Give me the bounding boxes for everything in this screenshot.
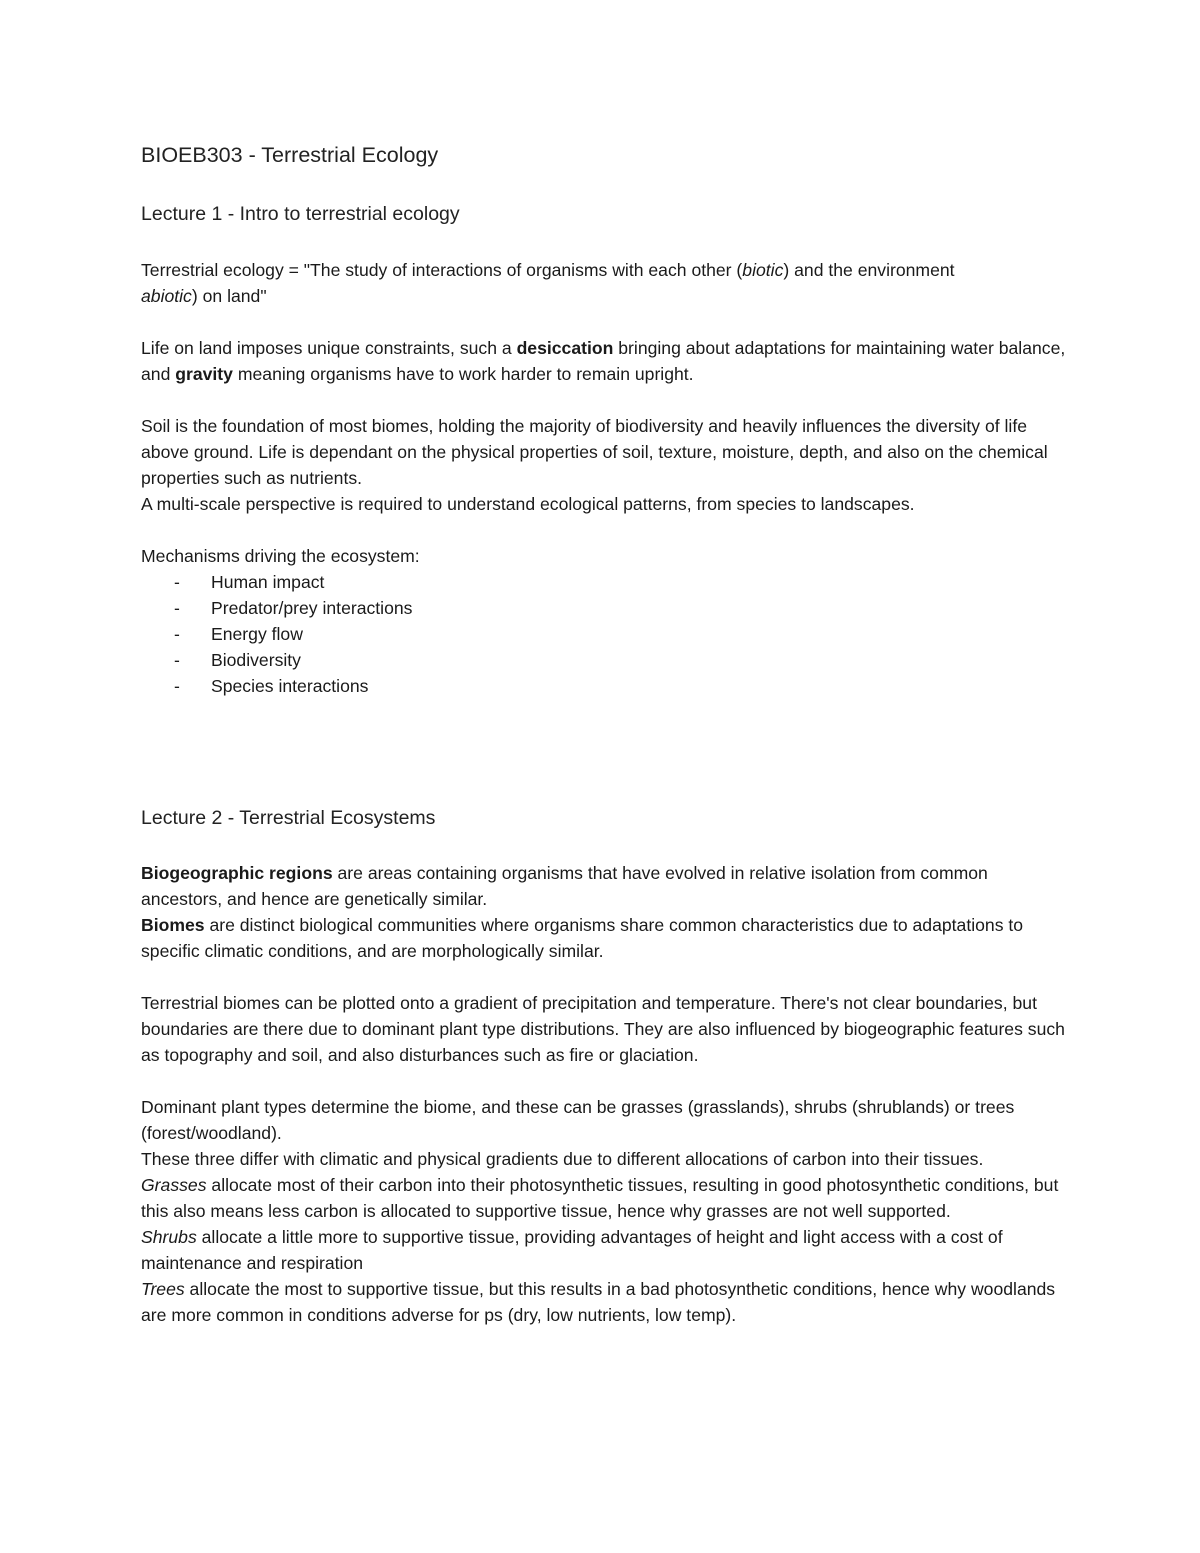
trees-paragraph xyxy=(141,1276,1066,1328)
definition-text-post: ) on land" xyxy=(191,286,267,306)
bullet-dash: - xyxy=(174,572,180,592)
differ-paragraph: These three differ with climatic and physical gradients due to different allocations of carbon into their tissues. xyxy=(141,1149,984,1169)
mechanisms-list xyxy=(141,569,1066,699)
soil-paragraph: Soil is the foundation of most biomes, holding the majority of biodiversity and heavily influences the diversity of life above ground. Life is dependant on the physical properties of soil, texture, moisture, depth, and also on the chemical properties such as nutrients. xyxy=(141,416,1048,488)
spacer xyxy=(141,387,1066,413)
biogeographic-regions-paragraph xyxy=(141,860,1066,912)
list-item xyxy=(141,595,1066,621)
biomes-term: Biomes xyxy=(141,915,205,935)
list-item-text: Species interactions xyxy=(211,676,369,696)
shrubs-paragraph xyxy=(141,1224,1066,1276)
spacer xyxy=(141,517,1066,543)
constraints-text-pre: Life on land imposes unique constraints, such a xyxy=(141,338,517,358)
list-item-text: Biodiversity xyxy=(211,650,301,670)
bullet-dash: - xyxy=(174,624,180,644)
constraints-text-post: meaning organisms have to work harder to remain upright. xyxy=(232,364,694,384)
list-item-text: Predator/prey interactions xyxy=(211,598,413,618)
bullet-dash: - xyxy=(174,676,180,696)
bullet-dash: - xyxy=(174,650,180,670)
shrubs-term: Shrubs xyxy=(141,1227,197,1247)
biogeographic-regions-term: Biogeographic regions xyxy=(141,863,333,883)
desiccation-term: desiccation xyxy=(516,338,614,358)
trees-text: allocate the most to supportive tissue, but this results in a bad photosynthetic conditions, hence why woodlands are more common in conditions adverse for ps (dry, low nutrients, low temp). xyxy=(141,1279,1056,1325)
biomes-text: are distinct biological communities where organisms share common characteristics due to adaptations to specific climatic conditions, and are morphologically similar. xyxy=(141,915,1024,961)
list-item xyxy=(141,569,1066,595)
list-item-text: Human impact xyxy=(211,572,325,592)
multi-scale-paragraph: A multi-scale perspective is required to understand ecological patterns, from species to landscapes. xyxy=(141,494,915,514)
bullet-dash: - xyxy=(174,598,180,618)
shrubs-text: allocate a little more to supportive tissue, providing advantages of height and light access with a cost of maintenance and respiration xyxy=(141,1227,1003,1273)
list-item xyxy=(141,621,1066,647)
grasses-text: allocate most of their carbon into their photosynthetic tissues, resulting in good photosynthetic conditions, but this also means less carbon is allocated to supportive tissue, hence why grasses are not well supported. xyxy=(141,1175,1059,1221)
document-page xyxy=(141,141,1066,1328)
constraints-text-mid: bringing about adaptations for maintaining water balance, and xyxy=(141,338,1066,384)
spacer xyxy=(141,964,1066,990)
gradient-paragraph: Terrestrial biomes can be plotted onto a gradient of precipitation and temperature. There's not clear boundaries, but boundaries are there due to dominant plant type distributions. They are also influenced by biogeographic features such as topography and soil, and also disturbances such as fire or glaciation. xyxy=(141,993,1065,1065)
spacer xyxy=(141,1068,1066,1094)
definition-text-mid: ) and the environment xyxy=(783,260,955,280)
lecture-1-heading: Lecture 1 - Intro to terrestrial ecology xyxy=(141,203,460,225)
grasses-term: Grasses xyxy=(141,1175,207,1195)
mechanisms-intro: Mechanisms driving the ecosystem: xyxy=(141,546,420,566)
document-title: BIOEB303 - Terrestrial Ecology xyxy=(141,143,439,167)
spacer xyxy=(141,169,1066,195)
spacer xyxy=(141,699,1066,805)
list-item xyxy=(141,673,1066,699)
trees-term: Trees xyxy=(141,1279,185,1299)
spacer xyxy=(141,309,1066,335)
plant-types-paragraph: Dominant plant types determine the biome, and these can be grasses (grasslands), shrubs (shrublands) or trees (forest/woodland). xyxy=(141,1097,1015,1143)
definition-text-pre: Terrestrial ecology = "The study of interactions of organisms with each other ( xyxy=(141,260,743,280)
list-item xyxy=(141,647,1066,673)
land-constraints-paragraph xyxy=(141,335,1066,387)
biogeographic-text: are areas containing organisms that have evolved in relative isolation from common ancestors, and hence are genetically similar. xyxy=(141,863,988,909)
terrestrial-ecology-definition xyxy=(141,257,1066,309)
abiotic-term: abiotic xyxy=(141,286,192,306)
list-item-text: Energy flow xyxy=(211,624,303,644)
biotic-term: biotic xyxy=(742,260,784,280)
gravity-term: gravity xyxy=(175,364,233,384)
grasses-paragraph xyxy=(141,1172,1066,1224)
lecture-2-heading: Lecture 2 - Terrestrial Ecosystems xyxy=(141,807,436,829)
biomes-paragraph xyxy=(141,912,1066,964)
